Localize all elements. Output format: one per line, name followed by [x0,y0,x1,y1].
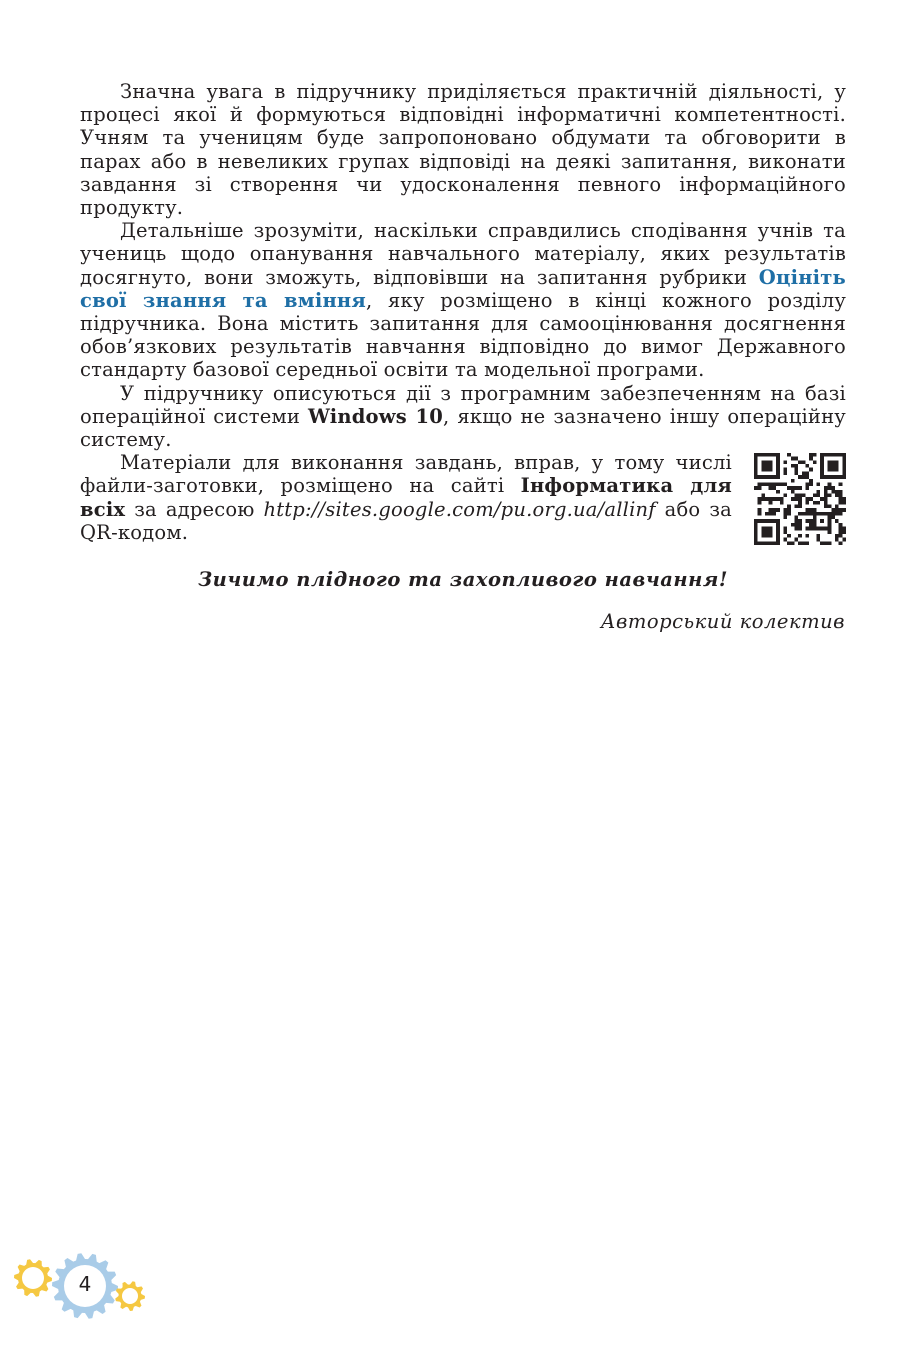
paragraph-practice: Значна увага в підручнику приділяється практичній діяльності, у процесі якої й формуються відповідні інформатичні компетентності. Учням та ученицям буде запропоновано обдумати та обговорити в парах або в невеликих групах відповіді на деякі запитання, виконати завдання зі створення чи удосконалення певного інформаційного продукту. [80,80,846,220]
paragraph-os [80,382,846,452]
paragraph-os-text-end: , якщо не зазначено іншу операційну систему. [80,404,846,452]
paragraph-self-assessment [80,219,846,381]
rubric-name: Оцініть свої знання та вміння [80,265,846,312]
page-number: 4 [78,1272,92,1296]
paragraph-materials [80,451,846,544]
paragraph-self-assessment-text-end: , яку розміщено в кінці кожного розділу підручника. Вона містить запитання для самооцінювання досягнення обов’язкових результатів навчання відповідно до вимог Державного стандарту базової середньої освіти та модельної програми. [80,288,846,382]
site-url-link[interactable]: http://sites.google.com/pu.org.ua/allinf [263,497,656,521]
signature: Авторський колектив [600,610,845,633]
gear-icon-left [14,1259,52,1297]
gear-icon-right [115,1281,145,1311]
site-name: Інформатика для всіх [80,474,732,521]
paragraph-self-assessment-text: Детальніше зрозуміти, наскільки справдились сподівання учнів та учениць щодо опанування навчального матеріалу, яких результатів досягнуто, вони зможуть, відповівши на запитання рубрики [80,219,846,289]
body-text [80,80,846,551]
qr-code-icon[interactable] [754,453,846,545]
paragraph-materials-middle: за адресою [125,497,264,521]
paragraph-os-text: У підручнику описуються дії з програмним забезпеченням на базі операційної системи [80,381,846,428]
paragraph-materials-text-end: або за QR-кодом. [80,497,732,544]
os-name: Windows 10 [307,404,443,428]
paragraph-materials-text: Матеріали для виконання завдань, вправ, у тому числі файли-заготовки, розміщено на сайті [80,451,732,498]
closing-wish: Зичимо плідного та захопливого навчання! [198,568,728,591]
